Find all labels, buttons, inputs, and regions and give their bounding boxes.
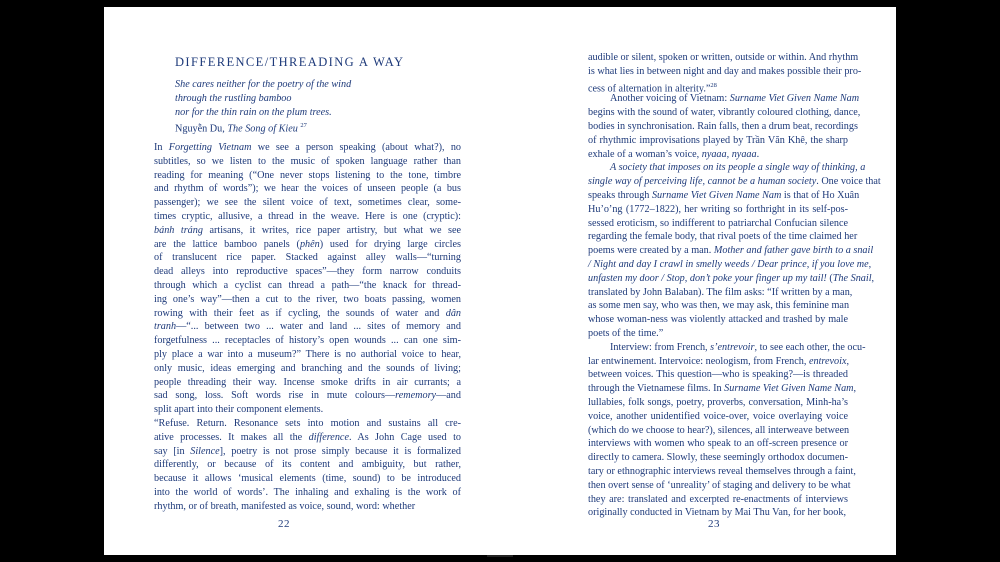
text-segment: dead alleys into reproductive spaces”—they form narrow conduits <box>154 266 461 278</box>
text-segment: subtitles, so we listen to the music of spoken language rather than <box>154 155 461 167</box>
text-segment: people threading their way. Incense smoke drifts in air currants; a <box>154 376 461 388</box>
text-line <box>588 424 848 438</box>
text-line <box>154 472 461 486</box>
text-segment: passenger); we see the silent voice of text, sometimes clear, some- <box>154 197 461 209</box>
text-segment: split apart into their component elements. <box>154 404 324 416</box>
text-line <box>588 299 848 313</box>
text-line <box>588 175 881 189</box>
text-line <box>154 417 461 431</box>
text-line <box>588 79 848 93</box>
text-segment: “Refuse. Return. Resonance sets into motion and sustains all cre- <box>154 417 461 429</box>
text-line <box>154 265 461 279</box>
text-segment: Interview: from French, <box>610 341 711 353</box>
text-segment: . As John Cage used to <box>348 431 461 443</box>
epigraph-line: She cares neither for the poetry of the wind <box>175 79 352 90</box>
text-segment: single way of perceiving life, cannot be a human society <box>588 176 817 188</box>
text-line <box>588 230 858 244</box>
text-segment: are the lattice bamboo panels ( <box>154 238 300 250</box>
text-segment: audible or silent, spoken or written, outside or within. And rhythm <box>588 52 859 63</box>
text-line <box>154 169 461 183</box>
text-segment: nyaaa, nyaaa <box>701 148 757 160</box>
text-segment: rememory <box>395 390 437 402</box>
text-line <box>154 389 461 403</box>
text-segment: tary or ethnographic interviews reveal themselves through a faint, <box>588 465 856 477</box>
text-line <box>588 148 848 162</box>
text-segment: originally conducted in Vietnam by Mai Thu Van, for her book, <box>588 507 846 519</box>
epigraph <box>175 78 351 137</box>
text-segment: ative processes. It makes all the <box>154 431 309 443</box>
text-segment: of rhythmic improvisations played by Trần Văn Khê, the sharp <box>588 134 848 146</box>
text-line <box>154 445 461 459</box>
text-line <box>154 307 461 321</box>
text-line <box>588 396 848 410</box>
text-segment: —“... between two ... water and land ... sites of memory and <box>176 321 461 333</box>
text-segment: ], poetry is not prose simply because it is formalized <box>219 445 461 457</box>
text-segment: directly to camera. Slowly, these seemingly orthodox documen- <box>588 452 848 464</box>
text-segment: Forgetting Vietnam <box>168 142 252 153</box>
text-segment: is what lies in between night and day and makes possible their pro- <box>588 65 862 77</box>
text-line <box>154 251 461 265</box>
text-segment: as some men say, who was then, we may ask, this feminine man <box>588 300 850 312</box>
text-segment: Mother and father gave birth to a snail <box>713 245 874 257</box>
text-segment: phên <box>299 238 320 250</box>
epigraph-attribution <box>175 119 351 136</box>
body-text <box>154 141 461 514</box>
text-segment: The Snail <box>832 272 872 284</box>
text-segment: rhythm, or of breath, manifested as voice, sound, word: whether <box>154 500 416 512</box>
text-segment: forgetfulness ... receptacles of history’s open wounds ... can one sim- <box>154 335 461 347</box>
text-segment: Silence <box>190 445 220 457</box>
text-line <box>154 431 461 445</box>
text-line <box>154 403 461 417</box>
text-line <box>588 51 859 65</box>
text-segment: , <box>871 272 875 284</box>
text-line <box>154 334 461 348</box>
text-segment: and rhythm of words”); we hear the voices of unseen people (a bus <box>154 183 461 195</box>
text-line <box>588 272 875 286</box>
text-line <box>588 327 848 341</box>
text-line <box>154 182 461 196</box>
text-line <box>588 465 856 479</box>
text-segment: difference <box>308 431 349 443</box>
epigraph-line: nor for the thin rain on the plum trees. <box>175 106 332 118</box>
text-line <box>588 382 857 396</box>
text-segment: of translucent rice paper. Stacked against alley walls—“turning <box>154 252 461 264</box>
text-line <box>588 189 860 203</box>
text-segment: voice, another unidentified voice-over, voice overlaying voice <box>588 410 848 422</box>
text-segment: , <box>853 383 857 395</box>
text-line <box>154 155 461 169</box>
text-segment: only music, ideas emerging and branching and the sounds of living; <box>154 362 461 374</box>
text-segment: , <box>846 355 850 367</box>
text-segment: ing one’s way”—then a cut to the river, two boats passing, women <box>154 293 461 305</box>
chapter-heading: DIFFERENCE/THREADING A WAY <box>175 55 405 69</box>
text-line <box>154 458 461 472</box>
text-segment: unfasten my door / Stop, don’t poke your finger up my tail! <box>588 272 827 284</box>
text-line <box>154 320 461 334</box>
text-segment: through which a cyclist can thread a path—“the knack for thread- <box>154 279 461 291</box>
text-segment: —and <box>436 390 461 402</box>
text-line <box>588 479 851 493</box>
footnote-ref: 28 <box>710 81 717 89</box>
text-line <box>154 210 461 224</box>
text-line <box>588 106 861 120</box>
text-line <box>154 279 461 293</box>
text-segment: sessed eroticism, so indifferent to patriarchal Confucian silence <box>588 217 848 229</box>
epigraph-line: through the rustling bamboo <box>175 92 292 104</box>
text-segment: cess of alternation in alterity.” <box>588 82 711 94</box>
text-segment: sad song, loss. Soft words rise in mute colours— <box>154 390 396 402</box>
text-line <box>588 65 862 79</box>
text-segment: ply place a war into a museum?” There is no authorial voice to hear, <box>154 348 461 360</box>
text-line <box>588 134 848 148</box>
text-line <box>154 362 461 376</box>
text-segment: regarding the female body, that rival poets of the time claimed her <box>588 231 858 243</box>
text-segment: ( <box>826 272 833 284</box>
text-segment: bánh tráng <box>154 224 203 236</box>
text-segment: dân <box>445 307 461 319</box>
text-segment: into the world of words’. The inhaling and exhaling is the work of <box>154 486 461 498</box>
text-line <box>154 486 461 500</box>
text-segment: . One voice that <box>816 176 881 188</box>
text-segment: begins with the sound of water, vibrantly coloured clothing, dance, <box>588 107 861 119</box>
text-segment: Surname Viet Given Name Nam <box>724 383 854 395</box>
text-segment: reading for meaning (“One never stops listening to the tone, timbre <box>154 169 461 181</box>
text-segment: bodies in synchronisation. Rain falls, then a drum beat, recordings <box>588 120 858 132</box>
gutter-mark <box>487 555 513 557</box>
text-segment: between voices. This question—who is speaking?—is threaded <box>588 369 848 381</box>
text-line <box>588 355 848 369</box>
text-line <box>588 437 848 451</box>
text-segment: they are: translated and excerpted re-enactments of interviews <box>588 493 848 505</box>
text-line <box>154 500 461 514</box>
right-page <box>500 7 896 555</box>
text-segment: / Night and day I crawl in smelly weeds / Dear prince, if you love me, <box>588 258 872 270</box>
text-segment: then overt sense of ‘unreality’ of staging and delivery to be what <box>588 479 851 491</box>
text-segment: speaks through <box>588 189 652 201</box>
text-segment: is that of Ho Xuân <box>781 189 860 201</box>
epigraph-work: The Song of Kieu <box>227 123 298 135</box>
text-segment: entrevoix <box>808 355 847 367</box>
page-number: 22 <box>278 518 290 530</box>
footnote-ref: 27 <box>300 122 307 130</box>
text-line <box>588 161 866 175</box>
body-text <box>588 51 881 520</box>
text-segment: , to see each other, the ocu- <box>754 341 866 353</box>
text-segment: s’entrevoir <box>710 341 755 353</box>
text-segment: artisans, it writes, rice paper artistry, but what we see <box>202 224 462 236</box>
text-segment: say [in <box>154 445 191 457</box>
text-line <box>588 313 848 327</box>
text-line <box>588 410 848 424</box>
text-segment: through the Vietnamese films. In <box>588 383 725 395</box>
text-line <box>154 224 461 238</box>
text-segment: exhale of a woman’s voice, <box>588 148 702 160</box>
text-segment: . <box>756 148 760 160</box>
text-line <box>588 451 848 465</box>
text-segment: A society that imposes on its people a single way of thinking, a <box>610 162 866 174</box>
text-line <box>588 120 858 134</box>
text-segment: translated by John Balaban). The film asks: “If written by a man, <box>588 286 853 298</box>
text-line <box>588 258 872 272</box>
text-segment: In <box>154 142 169 153</box>
text-segment: poems were created by a man. <box>588 245 714 257</box>
text-segment: we see a person speaking (about what?), no <box>251 142 462 153</box>
text-line <box>588 203 848 217</box>
text-segment: rowing with their feet as if cycling, the sounds of water and <box>154 307 446 319</box>
page-number: 23 <box>708 518 720 530</box>
text-segment: poets of the time.” <box>588 327 664 339</box>
text-line <box>588 217 848 231</box>
text-line <box>154 376 461 390</box>
text-line <box>154 196 461 210</box>
text-segment: lar entwinement. Intervoice: neologism, from French, <box>588 355 809 367</box>
text-line <box>588 92 860 106</box>
text-line <box>588 368 848 382</box>
text-segment: ) used for drying large circles <box>319 238 461 250</box>
text-segment: Hu’o’ng (1772–1822), her writing so forthright in its self-pos- <box>588 203 848 215</box>
text-line <box>154 293 461 307</box>
text-segment: Another voicing of Vietnam: <box>610 93 730 105</box>
text-segment: interviews with women who speak to an off-screen presence or <box>588 438 848 450</box>
text-segment: times cryptic, allusive, a thread in the weave. Here is one (cryptic): <box>154 210 461 222</box>
text-segment: whose woman-ness was violently attacked and trashed by male <box>588 314 848 326</box>
text-segment: lullabies, folk songs, poetry, proverbs, conversation, Minh-ha’s <box>588 396 848 408</box>
text-line <box>154 348 461 362</box>
text-segment: Surname Viet Given Name Nam <box>651 189 782 201</box>
text-line <box>588 341 866 355</box>
epigraph-author: Nguyễn Du, <box>175 123 228 135</box>
text-segment: tranh <box>154 321 177 333</box>
text-line <box>154 238 461 252</box>
text-segment: Surname Viet Given Name Nam <box>729 93 860 105</box>
text-line <box>588 286 853 300</box>
text-segment: differently, or because of its content and ambiguity, but rather, <box>154 459 461 471</box>
text-line <box>588 244 874 258</box>
text-segment: because it allows ‘musical elements (time, sound) to be introduced <box>154 473 461 485</box>
left-page <box>104 7 500 555</box>
text-line <box>588 493 848 507</box>
text-line <box>154 141 461 155</box>
text-segment: (which do we choose to hear?), silences, all interweave between <box>588 424 850 436</box>
